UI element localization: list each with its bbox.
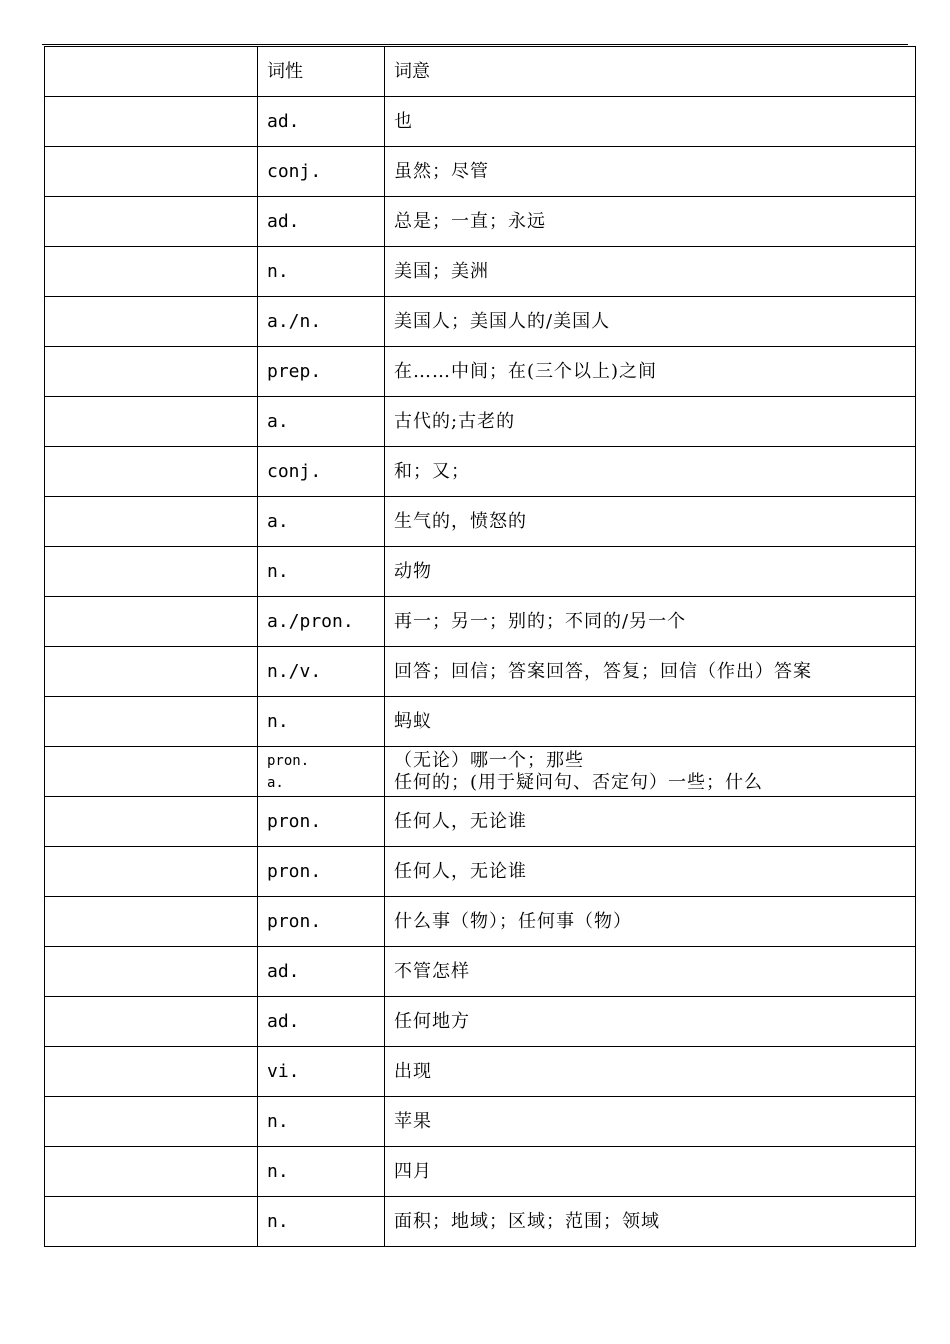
table-row	[45, 997, 916, 1047]
word-cell[interactable]	[45, 897, 258, 947]
word-cell[interactable]	[45, 347, 258, 397]
table-header-row	[45, 47, 916, 97]
meaning-cell: 苹果	[385, 1097, 916, 1147]
meaning-cell: 生气的，愤怒的	[385, 497, 916, 547]
pos-cell: conj.	[258, 147, 385, 197]
meaning-cell: 蚂蚁	[385, 697, 916, 747]
word-cell[interactable]	[45, 597, 258, 647]
meaning-cell: 动物	[385, 547, 916, 597]
meaning-cell: 任何地方	[385, 997, 916, 1047]
vocabulary-table	[44, 46, 916, 1247]
word-cell[interactable]	[45, 697, 258, 747]
meaning-cell: 再一；另一；别的；不同的/另一个	[385, 597, 916, 647]
meaning-cell: 在……中间；在(三个以上)之间	[385, 347, 916, 397]
word-cell[interactable]	[45, 947, 258, 997]
word-cell[interactable]	[45, 247, 258, 297]
pos-cell: a.	[258, 397, 385, 447]
pos-cell: pron.	[258, 897, 385, 947]
table-row	[45, 97, 916, 147]
word-cell[interactable]	[45, 647, 258, 697]
table-row	[45, 1097, 916, 1147]
pos-cell: pron.	[258, 797, 385, 847]
table-row	[45, 647, 916, 697]
pos-cell: prep.	[258, 347, 385, 397]
table-row	[45, 547, 916, 597]
header-rule	[42, 44, 908, 45]
word-cell[interactable]	[45, 497, 258, 547]
pos-cell: ad.	[258, 97, 385, 147]
word-cell[interactable]	[45, 1097, 258, 1147]
pos-cell: a./pron.	[258, 597, 385, 647]
meaning-cell: 美国；美洲	[385, 247, 916, 297]
pos-cell: conj.	[258, 447, 385, 497]
meaning-cell: 面积；地域；区域；范围；领域	[385, 1197, 916, 1247]
pos-cell: a.	[258, 497, 385, 547]
word-cell[interactable]	[45, 747, 258, 797]
word-cell[interactable]	[45, 447, 258, 497]
table-row	[45, 497, 916, 547]
table-row	[45, 897, 916, 947]
meaning-cell: 也	[385, 97, 916, 147]
pos-cell: n.	[258, 1197, 385, 1247]
pos-cell	[258, 747, 385, 797]
word-cell[interactable]	[45, 197, 258, 247]
pos-cell: ad.	[258, 197, 385, 247]
meaning-line-1: （无论）哪一个；那些	[394, 749, 584, 771]
word-cell[interactable]	[45, 97, 258, 147]
table-row	[45, 947, 916, 997]
table-row	[45, 397, 916, 447]
meaning-cell: 出现	[385, 1047, 916, 1097]
meaning-cell: 任何人，无论谁	[385, 847, 916, 897]
meaning-cell: 总是；一直；永远	[385, 197, 916, 247]
table-row	[45, 197, 916, 247]
table-row	[45, 797, 916, 847]
table-row	[45, 1197, 916, 1247]
meaning-cell: 古代的;古老的	[385, 397, 916, 447]
pos-line-2: a.	[267, 774, 284, 791]
table-row	[45, 597, 916, 647]
table-row-double	[45, 747, 916, 797]
table-row	[45, 447, 916, 497]
table-row	[45, 247, 916, 297]
word-cell[interactable]	[45, 397, 258, 447]
word-cell[interactable]	[45, 547, 258, 597]
pos-cell: ad.	[258, 997, 385, 1047]
pos-cell: pron.	[258, 847, 385, 897]
word-cell[interactable]	[45, 1147, 258, 1197]
word-cell[interactable]	[45, 997, 258, 1047]
meaning-cell: 虽然；尽管	[385, 147, 916, 197]
word-cell[interactable]	[45, 797, 258, 847]
pos-cell: n.	[258, 1147, 385, 1197]
meaning-cell: 不管怎样	[385, 947, 916, 997]
pos-column-header: 词性	[258, 47, 385, 97]
meaning-cell: 和；又；	[385, 447, 916, 497]
table-row	[45, 147, 916, 197]
meaning-column-header: 词意	[385, 47, 916, 97]
table-row	[45, 697, 916, 747]
table-row	[45, 847, 916, 897]
pos-cell: a./n.	[258, 297, 385, 347]
pos-cell: n.	[258, 697, 385, 747]
meaning-cell: 什么事（物）；任何事（物）	[385, 897, 916, 947]
pos-line-1: pron.	[267, 752, 310, 769]
word-cell[interactable]	[45, 847, 258, 897]
pos-cell: vi.	[258, 1047, 385, 1097]
pos-cell: n.	[258, 547, 385, 597]
table-row	[45, 347, 916, 397]
meaning-cell: 美国人；美国人的/美国人	[385, 297, 916, 347]
pos-cell: n./v.	[258, 647, 385, 697]
word-cell[interactable]	[45, 1197, 258, 1247]
meaning-cell: 四月	[385, 1147, 916, 1197]
pos-cell: n.	[258, 247, 385, 297]
table-row	[45, 1147, 916, 1197]
word-cell[interactable]	[45, 297, 258, 347]
meaning-cell: 任何人，无论谁	[385, 797, 916, 847]
pos-cell: ad.	[258, 947, 385, 997]
word-cell[interactable]	[45, 1047, 258, 1097]
pos-cell: n.	[258, 1097, 385, 1147]
table-row	[45, 1047, 916, 1097]
meaning-cell	[385, 747, 916, 797]
word-column-header	[45, 47, 258, 97]
word-cell[interactable]	[45, 147, 258, 197]
meaning-line-2: 任何的；(用于疑问句、否定句）一些；什么	[394, 771, 764, 793]
table-row	[45, 297, 916, 347]
meaning-cell: 回答；回信；答案回答，答复；回信（作出）答案	[385, 647, 916, 697]
